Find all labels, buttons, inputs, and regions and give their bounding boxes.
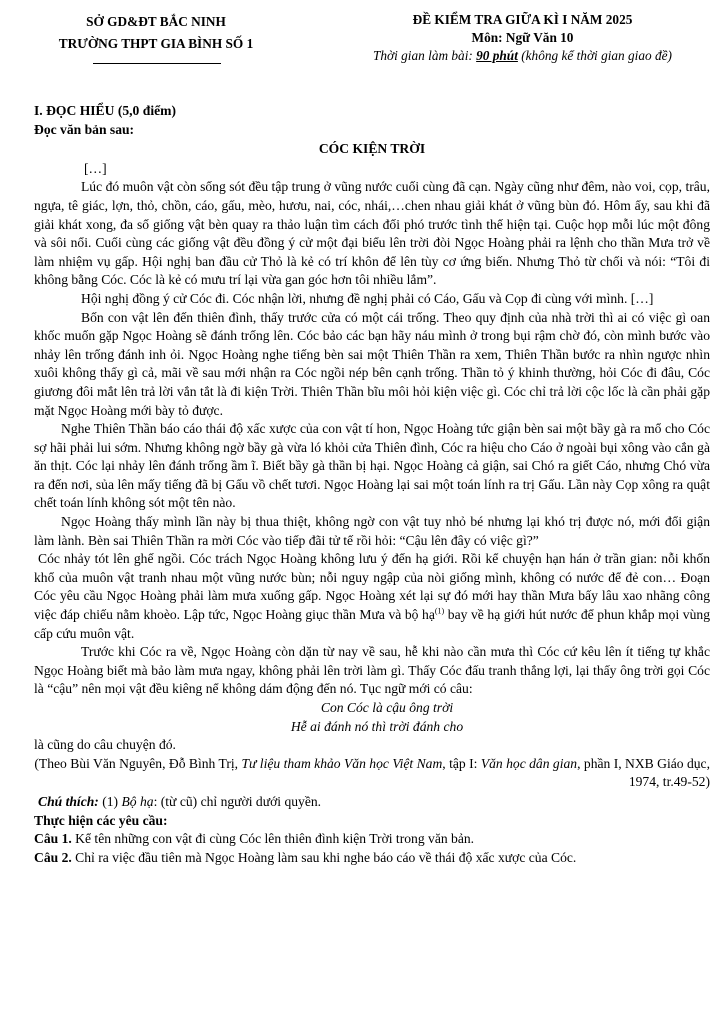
header-divider — [93, 63, 221, 64]
paragraph-text: bay về hạ giới hút nước để phun khắp mọi vùng cấp cứu muôn vật. — [34, 607, 710, 641]
story-closing: là cũng do câu chuyện đó. — [34, 737, 176, 753]
story-ellipsis: […] — [84, 160, 107, 176]
school-name: TRƯỜNG THPT GIA BÌNH SỐ 1 — [58, 36, 254, 51]
read-instruction: Đọc văn bản sau: — [34, 121, 135, 137]
story-paragraph: Lúc đó muôn vật còn sống sót đều tập trung ở vũng nước cuối cùng đã cạn. Ngày cũng như đêm, nào voi, cọp, trâu, ngựa, tê giác, lợn, thỏ, chồn, cáo, gấu, mèo, hươu, nai, cóc, nhái,…chen nhau giải khát ở vũng bùn đó. Hôm ấy, sau khi đã giải khát xong, đa số giống vật bèn quay ra thảo luận tìm cách đối phó trước tình thế hiện tại. Cuộc họp mỗi lúc một đông và sôi nổi. Cuối cùng các giống vật đều đồng ý cử một đại biểu lên trời đòi Ngọc Hoàng phải ra lệnh cho thần Mưa trở về làm nhiệm vụ gấp. Hội nghị ban đầu cử Thỏ là kẻ có trí khôn để lên tùy cơ ứng biến. Nhưng Thỏ từ chối và nói: “Tôi đi không bằng Cóc. Cóc là kẻ có mưu trí lại vừa gan góc hơn tôi nhiều lắm”. — [34, 179, 710, 288]
tasks-heading: Thực hiện các yêu cầu: — [34, 812, 168, 828]
note-text: : (từ cũ) chỉ người dưới quyền. — [153, 793, 322, 809]
story-paragraph: Bốn con vật lên đến thiên đình, thấy trước cửa có một cái trống. Theo quy định của nhà trời thì ai có việc gì oan khốc muốn gặp Ngọc Hoàng sẽ đánh trống lên. Cóc bảo các bạn hãy náu mình ở trong bụi rậm chờ đó, còn mình bước vào nhảy lên trống đánh inh ỏi. Ngọc Hoàng nghe tiếng bèn sai một Thiên Thần ra xem, Thiên Thần bước ra nhìn ngược nhìn xuôi không thấy gì cả, mãi về sau mới nhận ra Cóc ngồi nép bên cạnh trống. Thần tỏ ý khinh thường, hỏi Cóc đi đâu, Cóc giương đôi mắt lên trả lời vắn tắt là đi kiện Trời. Thiên Thần bĩu môi hỏi kiện việc gì. Cóc chỉ trả lời cộc lốc là cần phải gặp mặt Ngọc Hoàng mới bày tỏ được. — [34, 309, 710, 418]
story-title: CÓC KIỆN TRỜI — [318, 141, 426, 157]
section-heading: I. ĐỌC HIỂU (5,0 điểm) — [34, 103, 176, 118]
question-label: Câu 2. — [34, 849, 72, 865]
question-1 — [34, 830, 710, 849]
story-paragraph: Trước khi Cóc ra về, Ngọc Hoàng còn dặn từ nay về sau, hễ khi nào cần mưa thì Cóc cứ kêu lên ít tiếng tự khắc Ngọc Hoàng biết mà bảo làm mưa ngay, không phải lên trời làm gì. Thấy Cóc đấu tranh thắng lợi, lại thấy ông trời gọi Cóc là “cậu” nên mọi vật đều kiêng nể không dám động đến nó. Tục ngữ mới có câu: — [34, 644, 710, 697]
time-prefix: Thời gian làm bài: — [373, 48, 477, 63]
poem-line: Con Cóc là cậu ông trời — [320, 700, 454, 715]
source-prefix: (Theo Bùi Văn Nguyên, Đỗ Bình Trị, — [34, 755, 242, 771]
question-label: Câu 1. — [34, 831, 72, 847]
source-mid: , tập I: — [442, 755, 481, 771]
source-citation — [34, 755, 710, 792]
department-name: SỞ GD&ĐT BẮC NINH — [86, 14, 226, 29]
header-left — [0, 11, 312, 55]
story-paragraph: Ngọc Hoàng thấy mình lần này bị thua thiệt, không ngờ con vật tuy nhỏ bé nhưng lại khó trị được nó, mới đổi giận làm lành. Bèn sai Thiên Thần ra mời Cóc vào tiếp đãi tử tế rồi hỏi: “Cậu lên đây có việc gì?” — [34, 514, 710, 548]
note-label: Chú thích: — [38, 793, 99, 809]
question-text: Kể tên những con vật đi cùng Cóc lên thiên đình kiện Trời trong văn bản. — [71, 831, 475, 847]
source-suffix: , phần I, NXB Giáo dục, 1974, tr.49-52) — [577, 755, 710, 790]
time-suffix: (không kể thời gian giao đề) — [517, 48, 672, 63]
exam-duration — [318, 47, 727, 65]
exam-subject: Môn: Ngữ Văn 10 — [471, 30, 574, 45]
footnote-marker: (1) — [434, 606, 445, 616]
note-number: (1) — [98, 793, 122, 809]
note-term: Bộ hạ — [121, 793, 154, 809]
story-paragraph — [34, 550, 710, 643]
time-value: 90 phút — [476, 48, 518, 63]
question-2 — [34, 849, 710, 868]
poem-line: Hễ ai đánh nó thì trời đánh cho — [290, 718, 464, 734]
exam-title: ĐỀ KIỂM TRA GIỮA KÌ I NĂM 2025 — [412, 12, 633, 27]
question-text: Chỉ ra việc đầu tiên mà Ngọc Hoàng làm sau khi nghe báo cáo về thái độ xấc xược của Cóc. — [71, 849, 577, 865]
story-paragraph: Hội nghị đồng ý cử Cóc đi. Cóc nhận lời, nhưng đề nghị phải có Cáo, Gấu và Cọp đi cùng với mình. […] — [81, 290, 654, 306]
reading-section — [34, 102, 710, 867]
source-book: Tư liệu tham khảo Văn học Việt Nam — [241, 755, 443, 771]
source-volume: Văn học dân gian — [480, 755, 578, 771]
story-paragraph: Nghe Thiên Thần báo cáo thái độ xấc xược của con vật tí hon, Ngọc Hoàng tức giận bèn sai một bầy gà ra mổ cho Cóc sợ hãi phải lui sớm. Nhưng không ngờ bầy gà vừa ló khỏi cửa Thiên đình, Cóc ra hiệu cho Cáo ở ngoài bụi xông vào cắn gà ăn thịt. Cóc lại nhảy lên đánh trống ầm ĩ. Biết bầy gà thần bị hại. Ngọc Hoàng cả giận, sai Chó ra giết Cáo, nhưng Chó vừa ra đến nơi, sủa lên mấy tiếng đã bị Gấu vồ chết tươi. Ngọc Hoàng lại sai một toán lính ra trị Gấu. Lần này Cọp xông ra quật chết toán lính không sót một tên nào. — [34, 421, 710, 511]
footnote — [34, 793, 710, 812]
header-right — [318, 11, 727, 65]
paragraph-text: Cóc nhảy tót lên ghế ngồi. Cóc trách Ngọc Hoàng không lưu ý đến hạ giới. Rồi kể chuyện hạn hán ở trần gian: nỗi khốn khổ của muôn vật tranh nhau một vũng nước bùn; nỗi nguy ngập của nòi giống mình, không có nước để đẻ con… Đoạn Cóc yêu cầu Ngọc Hoàng phải làm mưa xuống gấp. Ngọc Hoàng xét lại sự đó mới hay thần Mưa bấy lâu xao nhãng công việc đáp chiếu nằm khoèo. Lập tức, Ngọc Hoàng giục thần Mưa và bộ hạ — [34, 551, 710, 623]
